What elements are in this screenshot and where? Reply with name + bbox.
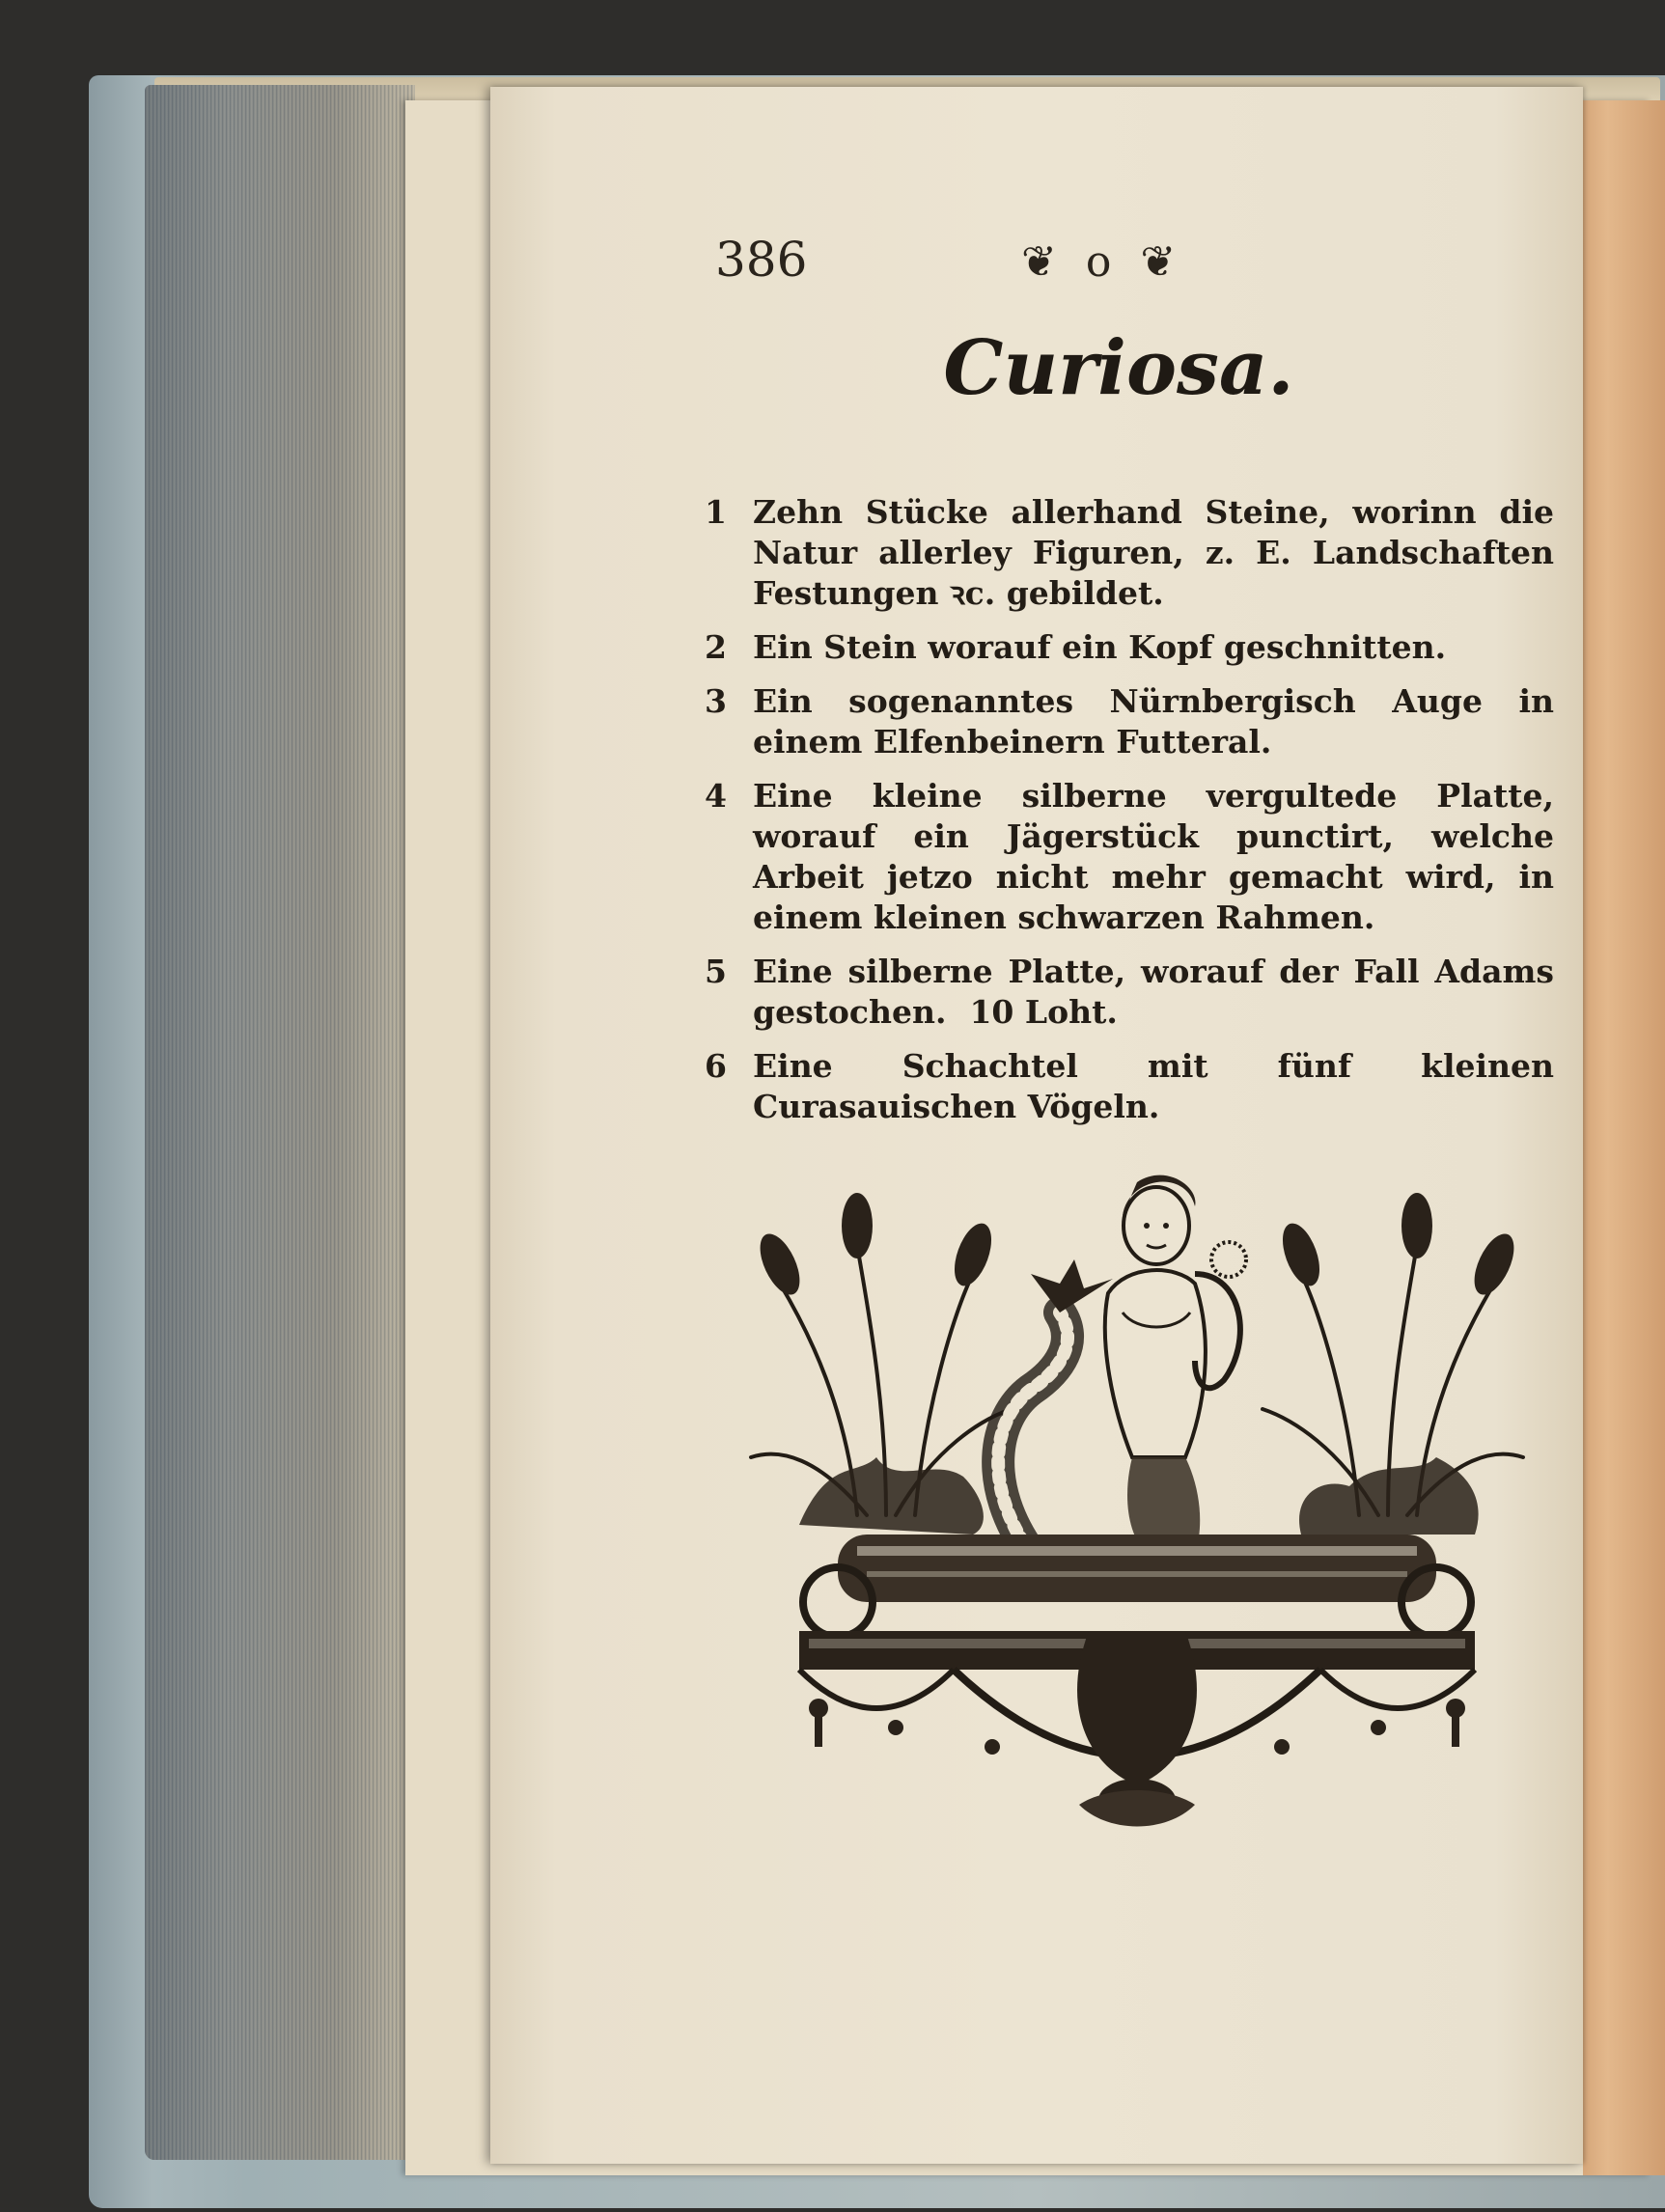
entry-number: 5 [705, 953, 727, 990]
page-number: 386 [715, 232, 808, 288]
section-title [490, 324, 1583, 412]
entry-text: Ein Stein worauf ein Kopf geschnitten. [753, 628, 1447, 666]
list-item [705, 492, 1554, 614]
entry-number: 1 [705, 493, 727, 531]
entry-number: 4 [705, 777, 727, 815]
entry-list [705, 492, 1554, 1141]
entry-number: 3 [705, 682, 727, 720]
list-item [705, 627, 1554, 668]
entry-weight: 10 Loht. [969, 993, 1118, 1031]
entry-number: 6 [705, 1047, 727, 1085]
header-ornament: ❦ o ❦ [1021, 237, 1184, 287]
facing-page-edge [1583, 100, 1665, 2175]
entry-text [753, 952, 1554, 1033]
list-item [705, 681, 1554, 762]
entry-number: 2 [705, 628, 727, 666]
entry-text: Zehn Stücke allerhand Steine, worinn die Natur allerley Figuren, z. E. Landschaften Festungen ꝛc. gebildet. [753, 493, 1554, 612]
list-item [705, 952, 1554, 1033]
entry-text: Eine Schachtel mit fünf kleinen Curasauischen Vögeln. [753, 1047, 1554, 1125]
book-page [490, 87, 1583, 2164]
page-block-edges [145, 85, 415, 2160]
list-item [705, 1046, 1554, 1127]
running-head [490, 232, 1583, 299]
section-title-text: Curiosa. [943, 324, 1294, 412]
list-item [705, 776, 1554, 938]
entry-text-body: Eine silberne Platte, worauf der Fall Adams gestochen. [753, 953, 1554, 1031]
entry-text: Ein sogenanntes Nürnbergisch Auge in einem Elfenbeinern Futteral. [753, 682, 1554, 760]
entry-text: Eine kleine silberne vergultede Platte, worauf ein Jägerstück punctirt, welche Arbeit jetzo nicht mehr gemacht wird, in einem kleinen schwarzen Rahmen. [753, 777, 1554, 936]
woodcut-vignette [741, 1168, 1533, 1843]
